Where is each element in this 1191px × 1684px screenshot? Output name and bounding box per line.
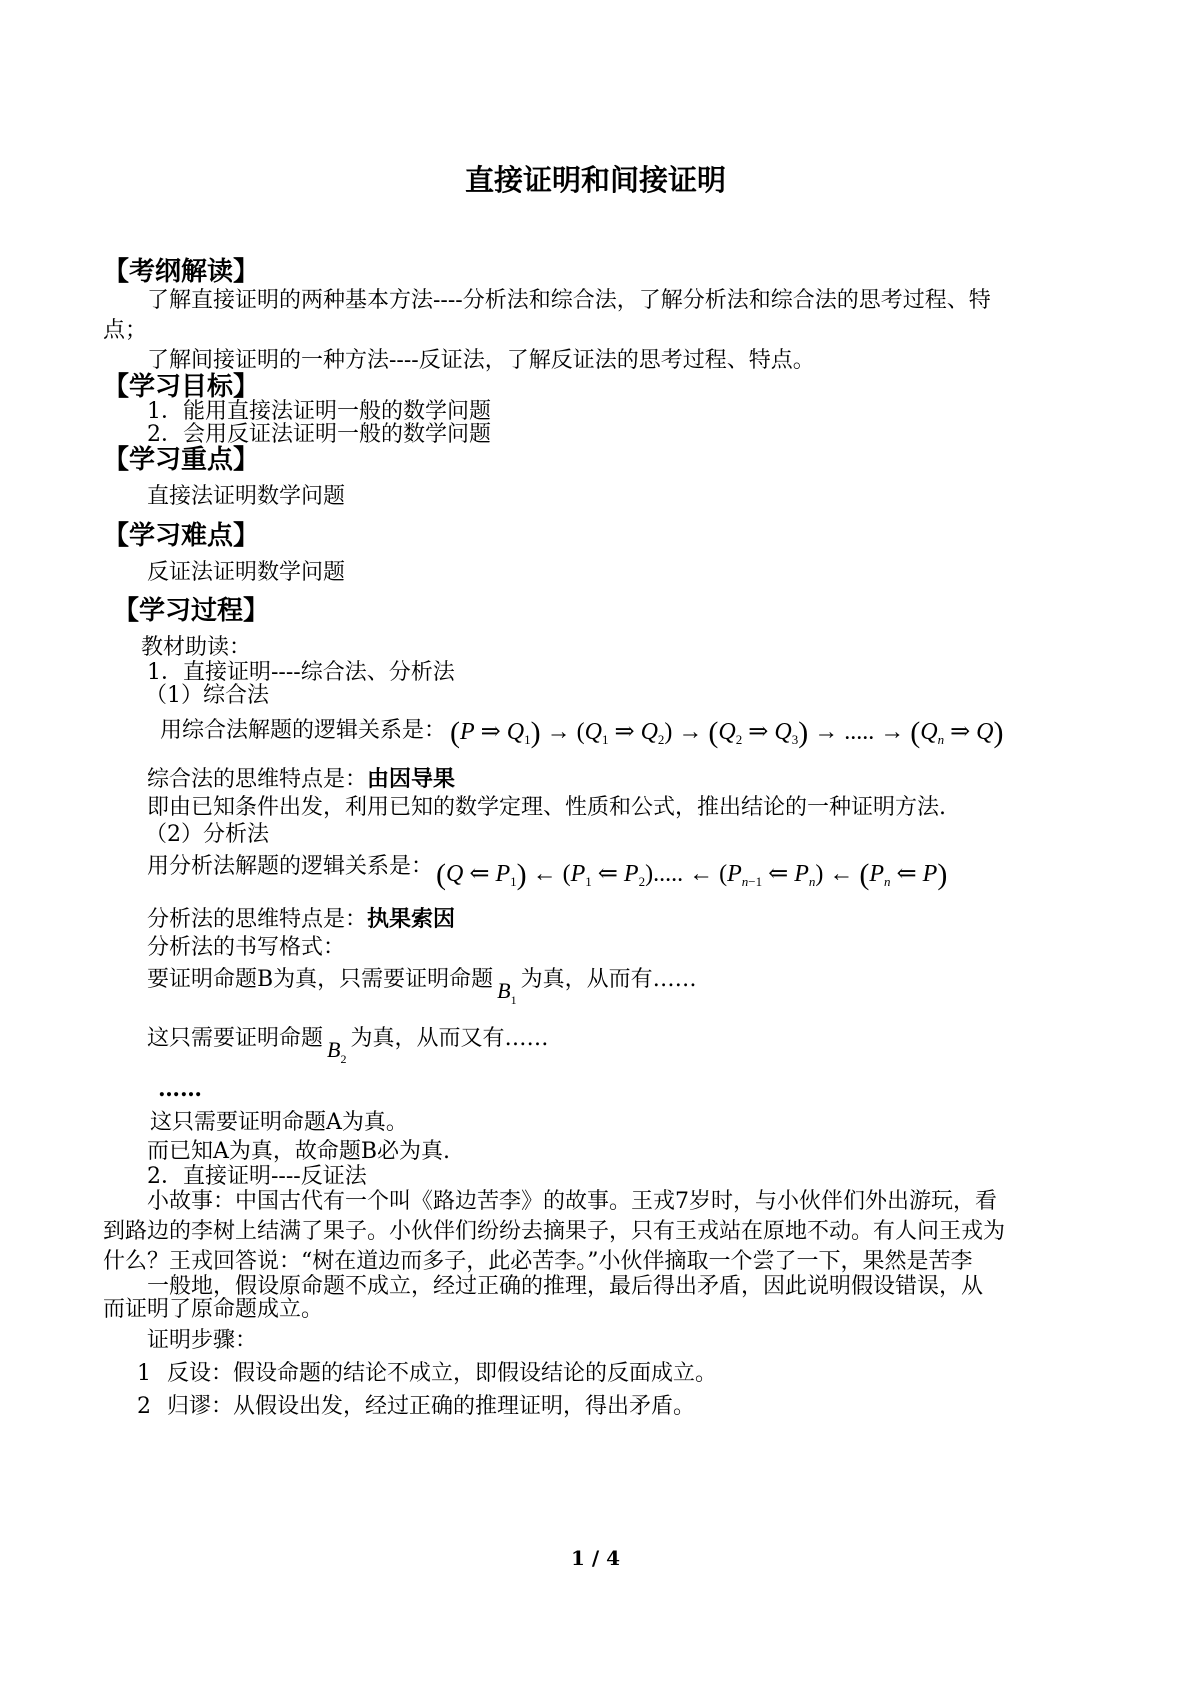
analysis-format-label: 分析法的书写格式： [147, 935, 346, 960]
analysis-feature-value: 执果索因 [367, 906, 456, 932]
goal-item: 2．会用反证法证明一般的数学问题 [147, 422, 491, 447]
story-line: 什么？王戎回答说：“树在道边而多子，此必苦李。”小伙伴摘取一个尝了一下，果然是苦李 [103, 1249, 973, 1274]
key-points-text: 直接法证明数学问题 [147, 484, 346, 509]
analysis-line2-start: 这只需要证明命题 [147, 1026, 324, 1051]
symbol-b2: $B_2$ [327, 1037, 347, 1066]
analysis-line1-start: 要证明命题B为真，只需要证明命题 [147, 967, 494, 992]
synthesis-definition: 即由已知条件出发，利用已知的数学定理、性质和公式，推出结论的一种证明方法. [147, 795, 946, 820]
analysis-line3: 这只需要证明命题A为真。 [150, 1110, 408, 1135]
proof-step-text: 归谬：从假设出发，经过正确的推理证明，得出矛盾。 [167, 1394, 696, 1419]
analysis-relation-label: 用分析法解题的逻辑关系是： [147, 854, 434, 879]
story-line: 到路边的李树上结满了果子。小伙伴们纷纷去摘果子，只有王戎站在原地不动。有人问王戎为 [103, 1219, 1006, 1244]
key-points-heading: 【学习重点】 [103, 445, 260, 475]
page-title: 直接证明和间接证明 [464, 163, 726, 197]
analysis-feature-label: 分析法的思维特点是： [147, 907, 368, 932]
general-paragraph-line: 而证明了原命题成立。 [103, 1297, 324, 1322]
exam-paragraph-line: 了解直接证明的两种基本方法----分析法和综合法，了解分析法和综合法的思考过程、特 [147, 288, 991, 313]
synthesis-heading: （1）综合法 [145, 683, 269, 708]
analysis-heading: （2）分析法 [145, 822, 269, 847]
analysis-ellipsis: …… [158, 1076, 202, 1102]
exam-paragraph-2: 了解间接证明的一种方法----反证法，了解反证法的思考过程、特点。 [147, 348, 815, 373]
proof-step-text: 反设：假设命题的结论不成立，即假设结论的反面成立。 [167, 1361, 718, 1386]
proof-step-number: 2 [137, 1394, 151, 1419]
goals-heading: 【学习目标】 [103, 372, 260, 402]
analysis-line2-end: 为真，从而又有…… [350, 1026, 549, 1051]
goal-item: 1．能用直接法证明一般的数学问题 [147, 399, 491, 424]
symbol-b1: $B_1$ [497, 978, 517, 1007]
analysis-formula: (Q ⇐ $P_1$) ← ($P_1$ ⇐ $P_2$)..... ← ($P_{n-1}$ ⇐ $P_n$) ← ($P_n$ ⇐ P) [436, 858, 948, 891]
synthesis-feature-value: 由因导果 [367, 766, 456, 792]
story-line: 小故事：中国古代有一个叫《路边苦李》的故事。王戎7岁时，与小伙伴们外出游玩，看 [147, 1189, 997, 1214]
proof-step [137, 1363, 717, 1385]
page-number: 1 / 4 [570, 1546, 621, 1570]
proof-step-number: 1 [137, 1361, 151, 1386]
process-heading: 【学习过程】 [113, 596, 270, 626]
analysis-format-line [147, 967, 697, 1007]
exam-heading: 【考纲解读】 [103, 257, 260, 287]
proof-step [137, 1396, 695, 1418]
analysis-line4: 而已知A为真，故命题B必为真. [147, 1139, 451, 1164]
contradiction-heading: 2．直接证明----反证法 [147, 1164, 367, 1189]
synthesis-feature-label: 综合法的思维特点是： [147, 767, 368, 792]
general-paragraph-line: 一般地，假设原命题不成立，经过正确的推理，最后得出矛盾，因此说明假设错误，从 [147, 1274, 984, 1299]
analysis-line1-end: 为真，从而有…… [520, 967, 697, 992]
exam-paragraph-line: 点； [103, 318, 148, 343]
analysis-feature [147, 908, 455, 931]
synthesis-relation-label: 用综合法解题的逻辑关系是： [160, 718, 447, 743]
direct-proof-heading: 1．直接证明----综合法、分析法 [147, 660, 455, 685]
proof-steps-label: 证明步骤： [147, 1328, 258, 1353]
synthesis-formula: (P ⇒ $Q_1) \to (Q_1$ ⇒ $Q_2) \to (Q_2$ ⇒ $Q_3$) → ..... → ($Q_n$ ⇒ Q) [450, 716, 1004, 749]
analysis-format-line [147, 1026, 549, 1066]
synthesis-feature [147, 768, 455, 791]
difficulty-heading: 【学习难点】 [103, 521, 260, 551]
textbook-guide-label: 教材助读： [141, 635, 252, 660]
difficulty-text: 反证法证明数学问题 [147, 560, 346, 585]
